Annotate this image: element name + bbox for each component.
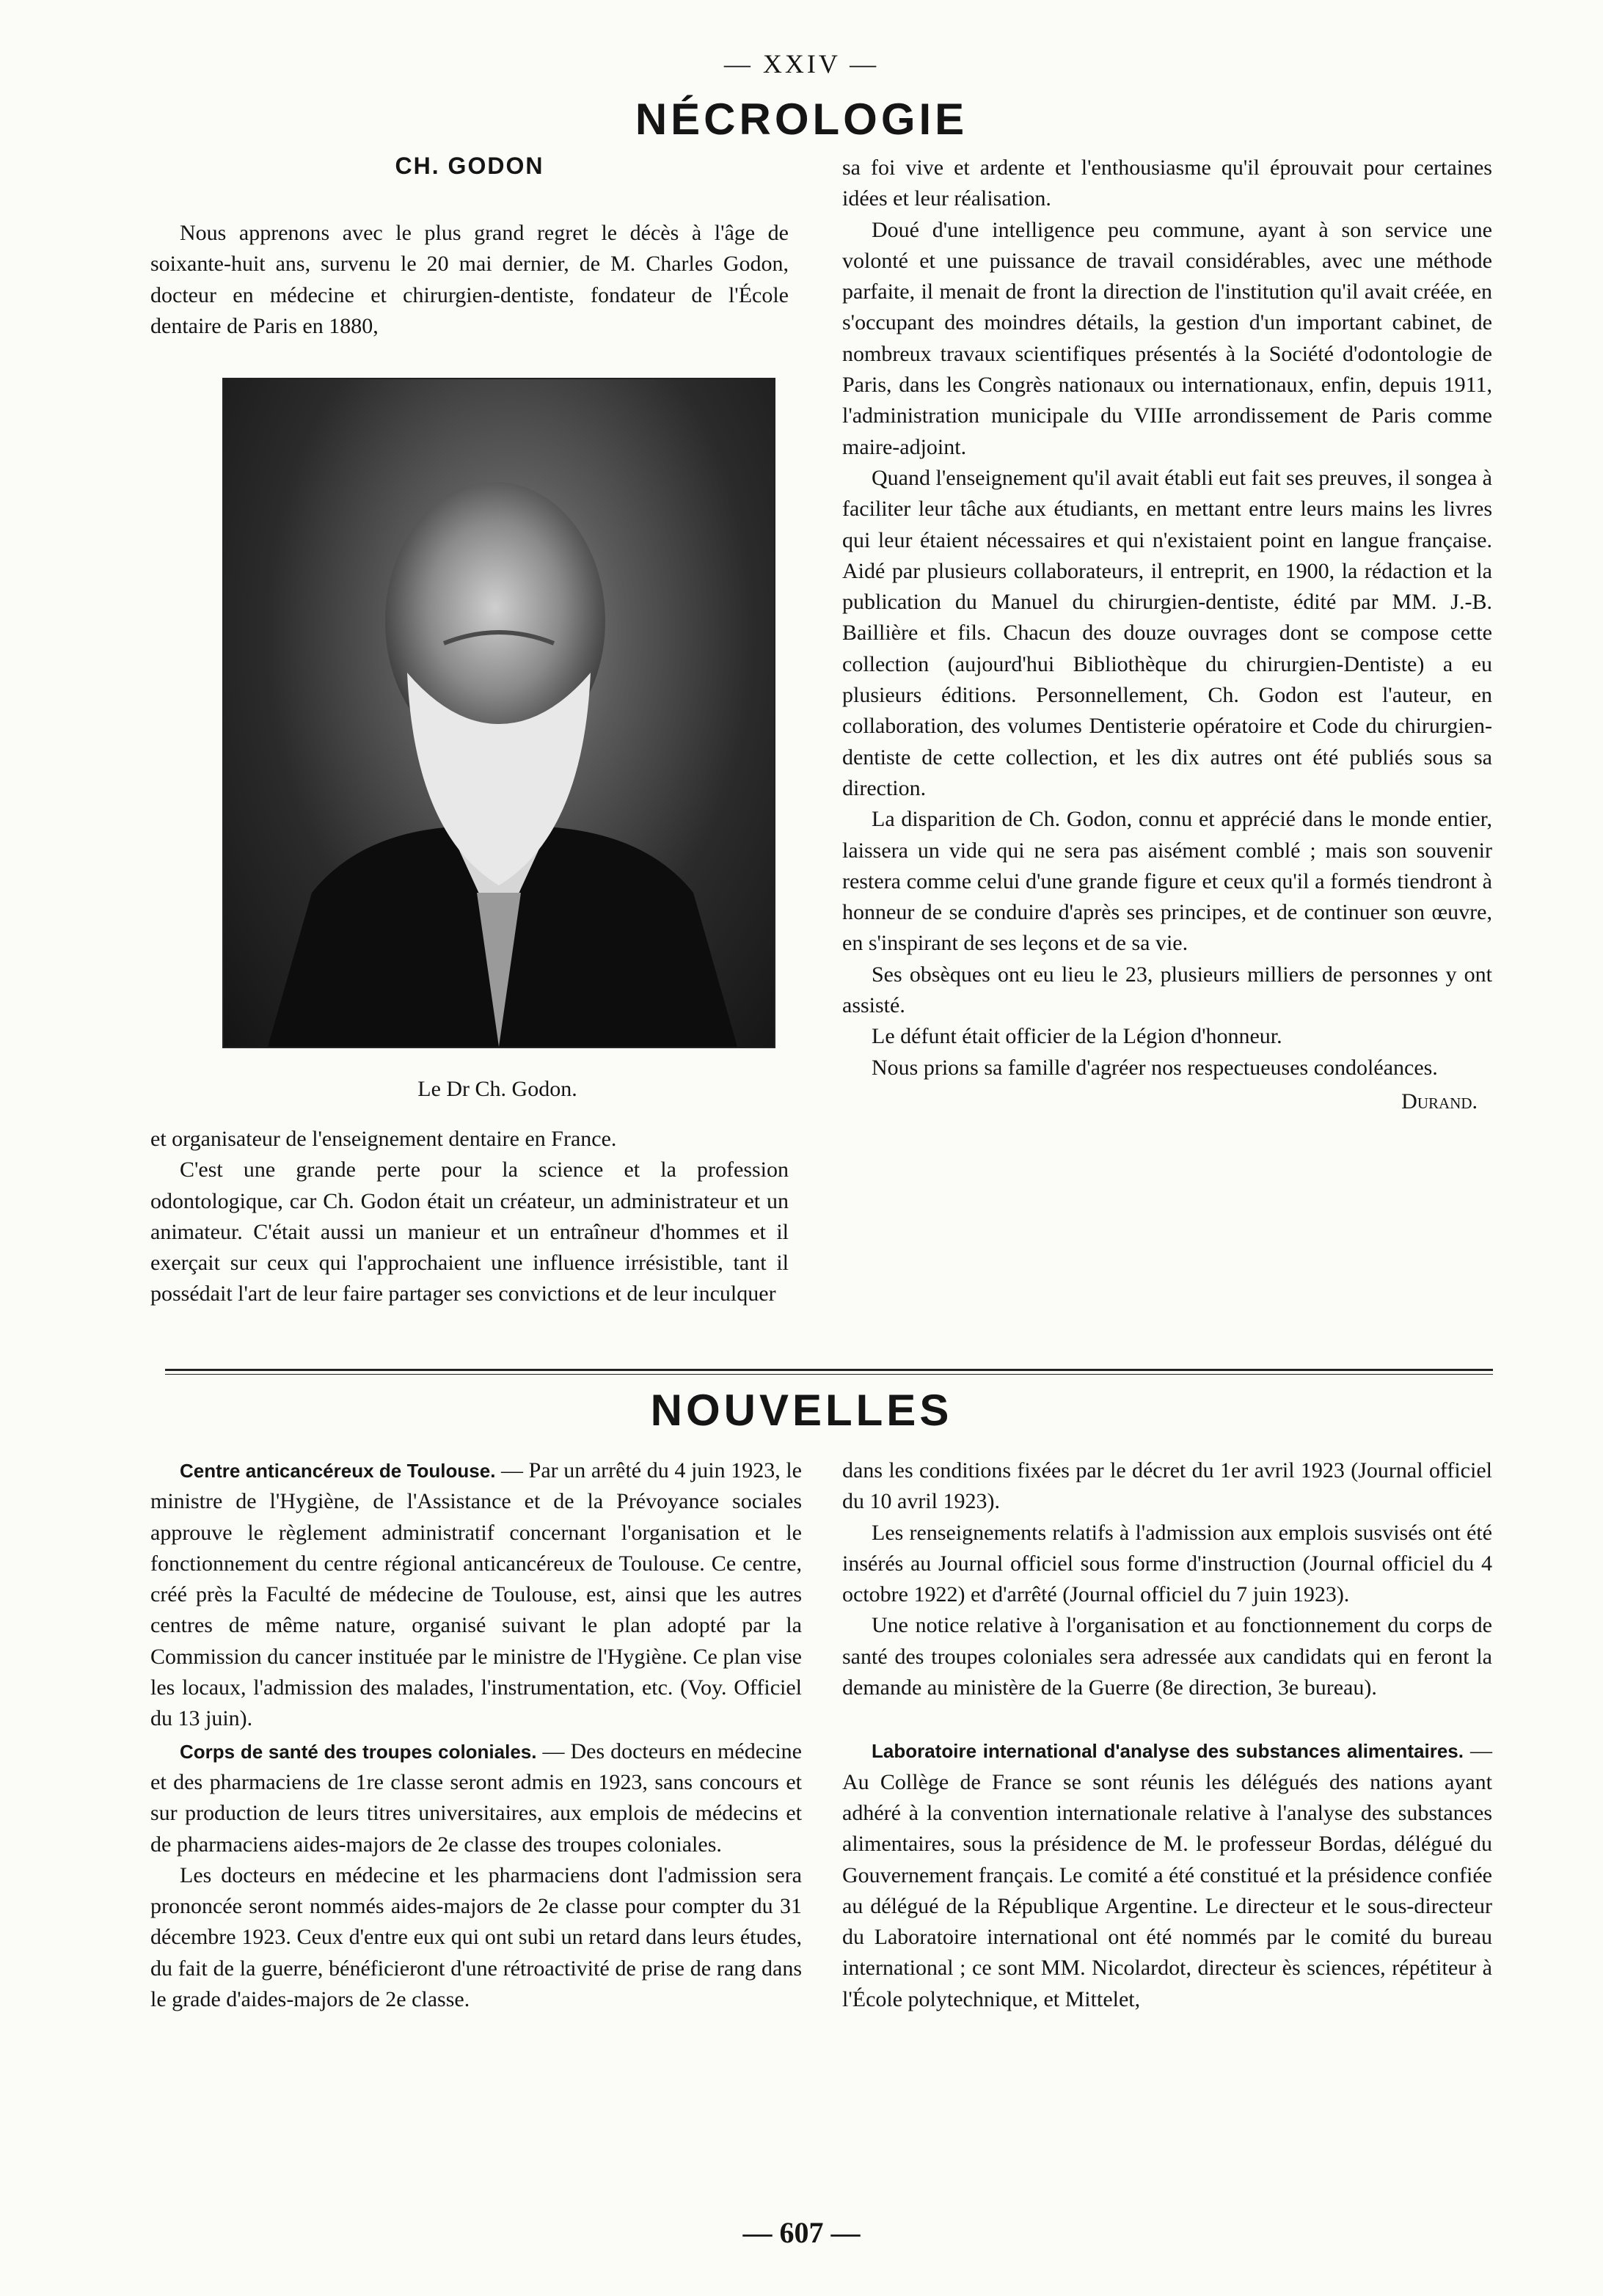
news-title: Centre anticancéreux de Toulouse.	[180, 1460, 496, 1482]
news-item-laboratoire	[842, 1736, 1492, 2015]
paragraph: dans les conditions fixées par le décret du 1er avril 1923 (Journal officiel du 10 avril 1923).	[842, 1458, 1492, 1514]
paragraph: Nous prions sa famille d'agréer nos respectueuses condoléances.	[872, 1055, 1438, 1080]
necrologie-right-column	[842, 153, 1492, 1117]
nouvelles-left-column	[150, 1455, 802, 2015]
page-header: — XXIV —	[723, 49, 880, 78]
necrologie-left-column	[150, 153, 789, 342]
news-item-coloniales	[150, 1736, 802, 1860]
section-divider	[165, 1369, 1493, 1375]
nouvelles-right-column	[842, 1455, 1492, 2015]
paragraph: Une notice relative à l'organisation et au fonctionnement du corps de santé des troupes coloniales sera adressée aux candidats qui en feront la demande au ministère de la Guerre (8e direction, 3e bureau).	[842, 1613, 1492, 1700]
paragraph: Quand l'enseignement qu'il avait établi eut fait ses preuves, il songea à faciliter leur tâche aux étudiants, en mettant entre leurs mains les livres qui leur étaient nécessaires et qui n'existaient point en langue française. Aidé par plusieurs collaborateurs, il entreprit, en 1900, la rédaction et la publication du Manuel du chirurgien-dentiste, édité par MM. J.-B. Baillière et fils. Chacun des douze ouvrages dont se compose cette collection (aujourd'hui Bibliothèque du chirurgien-Dentiste) a eu plusieurs éditions. Personnellement, Ch. Godon est l'auteur, en collaboration, des volumes Dentisterie opératoire et Code du chirurgien-dentiste de cette collection, et les dix autres ont été publiés sous sa direction.	[842, 465, 1492, 800]
necrologie-intro	[150, 218, 789, 342]
paragraph: Doué d'une intelligence peu commune, ayant à son service une volonté et une puissance de travail considérables, avec une méthode parfaite, il menait de front la direction de l'institution qu'il avait créée, en s'occupant des moindres détails, la gestion d'un important cabinet, de nombreux travaux scientifiques présentés à la Société d'odontologie de Paris, dans les Congrès nationaux ou internationaux, enfin, depuis 1911, l'administration municipale du VIIIe arrondissement de Paris comme maire-adjoint.	[842, 217, 1492, 459]
paragraph: La disparition de Ch. Godon, connu et apprécié dans le monde entier, laissera un vide qui ne sera pas aisément comblé ; mais son souvenir restera comme celui d'une grande figure et ceux qu'il a formés tiendront à honneur de se conduire d'après ses principes, et de continuer son œuvre, en s'inspirant de ses leçons et de sa vie.	[842, 807, 1492, 956]
portrait-caption: Le Dr Ch. Godon.	[417, 1077, 577, 1101]
portrait-photo	[222, 378, 775, 1048]
paragraph: sa foi vive et ardente et l'enthousiasme qu'il éprouvait pour certaines idées et leur réalisation.	[842, 156, 1492, 211]
news-title: Laboratoire international d'analyse des substances alimentaires.	[872, 1740, 1464, 1763]
news-body: — Au Collège de France se sont réunis les délégués des nations ayant adhéré à la convention internationale relative à l'analyse des substances alimentaires, sous la présidence de M. le professeur Bordas, délégué du Gouvernement français. Le comité a été constitué et la présidence confiée au délégué de la République Argentine. Le directeur et le sous-directeur du Laboratoire international ont été nommés par le comité du bureau international ; ce sont MM. Nicolardot, directeur ès sciences, répétiteur à l'École polytechnique, et Mittelet,	[842, 1739, 1493, 2011]
paragraph: Les docteurs en médecine et les pharmaciens dont l'admission sera prononcée seront nommés aides-majors de 2e classe pour compter du 31 décembre 1923. Ceux d'entre eux qui ont subi un retard dans leurs études, du fait de la guerre, bénéficieront d'une rétroactivité de prise de rang dans le grade d'aides-majors de 2e classe.	[150, 1862, 802, 2012]
news-title: Corps de santé des troupes coloniales.	[180, 1740, 537, 1763]
section-title-necrologie: NÉCROLOGIE	[635, 95, 968, 144]
article-title: CH. GODON	[395, 153, 544, 179]
paragraph: Nous apprenons avec le plus grand regret le décès à l'âge de soixante-huit ans, survenu le 20 mai dernier, de M. Charles Godon, docteur en médecine et chirurgien-dentiste, fondateur de l'École dentaire de Paris en 1880,	[150, 221, 789, 338]
paragraph: Le défunt était officier de la Légion d'honneur.	[872, 1024, 1282, 1049]
news-body: — Par un arrêté du 4 juin 1923, le ministre de l'Hygiène, de l'Assistance et de la Prévoyance sociales approuve le règlement administratif concernant l'organisation et le fonctionnement du centre régional anticancéreux de Toulouse. Ce centre, créé près la Faculté de médecine de Toulouse, est, ainsi que les autres centres de même nature, organisé suivant le plan adopté par la Commission du cancer instituée par le ministre de l'Hygiène. Ce plan vise les locaux, l'admission des malades, l'instrumentation, etc. (Voy. Officiel du 13 juin).	[150, 1458, 802, 1731]
paragraph: C'est une grande perte pour la science et la profession odontologique, car Ch. Godon était un créateur, un administrateur et un animateur. C'était aussi un manieur et un entraîneur d'hommes et il exerçait sur ceux qui l'approchaient une influence irrésistible, tant il possédait l'art de leur faire partager ses convictions et de leur inculquer	[150, 1158, 789, 1306]
news-item-toulouse	[150, 1455, 802, 1735]
page-number: — 607 —	[742, 2216, 861, 2249]
signature: Durand.	[1401, 1089, 1478, 1114]
paragraph: Ses obsèques ont eu lieu le 23, plusieurs milliers de personnes y ont assisté.	[842, 962, 1492, 1018]
paragraph: et organisateur de l'enseignement dentaire en France.	[150, 1127, 617, 1151]
section-title-nouvelles: NOUVELLES	[650, 1386, 953, 1435]
paragraph: Les renseignements relatifs à l'admission aux emplois susvisés ont été insérés au Journal officiel sous forme d'instruction (Journal officiel du 4 octobre 1922) et d'arrêté (Journal officiel du 7 juin 1923).	[842, 1520, 1492, 1607]
portrait-figure	[224, 379, 774, 1047]
necrologie-left-bottom	[150, 1124, 789, 1310]
news-body: — Des docteurs en médecine et des pharmaciens de 1re classe seront admis en 1923, sans concours et sur production de leurs titres universitaires, aux emplois de médecins et de pharmaciens aides-majors de 2e classe des troupes coloniales.	[150, 1739, 802, 1857]
